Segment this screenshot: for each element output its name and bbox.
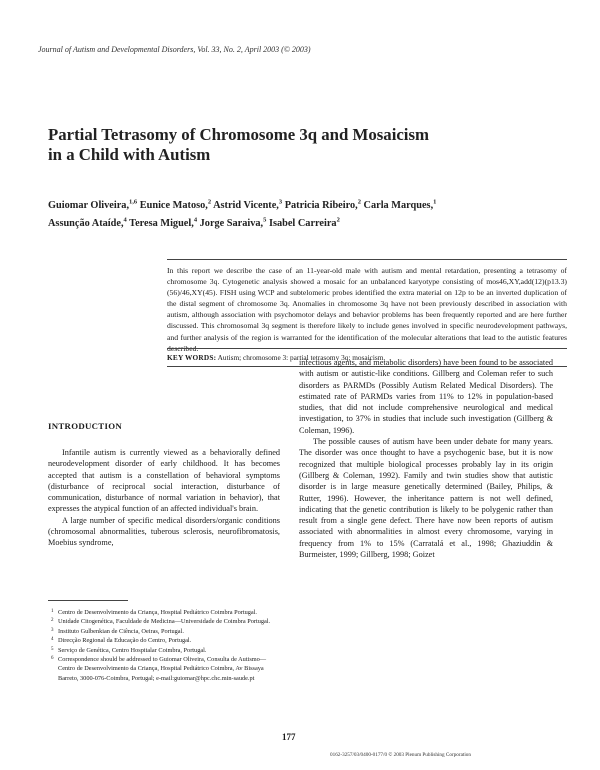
footnote-text: Direcção Regional da Educação do Centro, Portugal.: [58, 637, 192, 645]
author-affiliation-number: 1: [433, 199, 437, 206]
abstract-top-rule: [167, 259, 567, 260]
footnote: [48, 617, 280, 626]
article-title: [48, 125, 568, 165]
author-affiliation-number: 1,6: [129, 199, 138, 206]
author-affiliation-number: 4: [193, 216, 198, 224]
abstract: In this report we describe the case of an 11-year-old male with autism and mental retardation, presenting a tetrasomy of chromosome 3q. Cytogenetic analysis showed a mosaic for an unbalanced karyotype consisting of mos46,XY,add(12)(p13.3)(56)/46,XY(45). FISH using WCP and subtelomeric probes identified the extra material on 12p to be an inverted duplication of the distal segment of chromosome 3q. Anomalies in chromosome 3q have not been previously described in association with autism, although association with psychomotor delays and behavior problems has been frequently reported and are here further discussed. This chromosomal 3q segment is therefore likely to include genes involved in specific neurodevelopment pathways, and further analysis of the region is warranted for the identification of the molecular alterations that lead to the autistic features described.: [167, 266, 567, 353]
author-affiliation-number: 2: [357, 199, 361, 206]
journal-header: Journal of Autism and Developmental Disorders, Vol. 33, No. 2, April 2003 (© 2003): [38, 45, 311, 54]
keywords-text: Autism; chromosome 3: partial tetrasomy 3q; mosaicism.: [217, 353, 386, 362]
author-name: Carla Marques,: [363, 200, 434, 212]
footnote-number: 5: [51, 646, 54, 652]
author-affiliation-number: 2: [336, 216, 340, 224]
page-number: 177: [282, 732, 296, 742]
paragraph-right-1: infectious agents, and metabolic disorders) have been found to be associated with autism or autistic-like conditions. Gillberg and Coleman refer to such disorders as PARMDs (Possibly Autism Related Medical Disorders). The estimated rate of PARMDs varies from 11% to 12% in population-based studies, that did not include comprehensive neurological and medical investigation, to 37% in studies that include such investigation (Gillberg & Coleman, 1996).: [299, 358, 553, 435]
footnote-text: Centro de Desenvolvimento da Criança, Hospital Pediátrico Coimbra Portugal.: [58, 609, 258, 616]
abstract-middle-rule: [167, 348, 567, 349]
author-name: Eunice Matoso,: [139, 200, 208, 212]
footnote-number: 1: [51, 609, 54, 614]
footnote: [48, 655, 280, 683]
author-affiliation-number: 4: [123, 216, 127, 224]
title-line-2: in a Child with Autism: [48, 145, 211, 164]
author-name: Astrid Vicente,: [213, 200, 279, 212]
author-affiliation-number: 2: [207, 199, 212, 206]
footnote-text: Serviço de Genética, Centro Hospitalar Coimbra, Portugal.: [58, 646, 207, 654]
author-name: Teresa Miguel,: [129, 217, 194, 229]
author: [48, 200, 137, 211]
footnote: [48, 627, 280, 636]
paragraph-right-2: The possible causes of autism have been under debate for many years. The disorder was once thought to have a psychogenic base, but it is now recognized that multiple biological processes probably lay in its origin (Gillberg & Coleman, 1992). Family and twin studies show that autistic disorder is in large measure genetically determined (Bailey, Philips, & Rutter, 1996). However, the inheritance pattern is not well defined, indicating that the genetic contribution is likely to be polygenic rather than result from a single gene defect. There have now been reports of autism associated with abnormalities in almost every chromosome, varying in frequency from 1% to 15% (Carratalá et al., 1998; Ghaziuddin & Burmeister, 1999; Gillberg, 1998; Goizet: [299, 437, 553, 560]
footnote-number: 2: [51, 618, 54, 624]
paragraph-left-1: Infantile autism is currently viewed as a behaviorally defined neurodevelopment disorder of early childhood. It has becomes accepted that autism is a constellation of behavioral symptoms (disturbance of reciprocal social interaction, disturbance of communication, disturbance of normal variation in behavior), that expresses the atypical function of an affected individual's brain.: [48, 448, 280, 514]
author: [48, 218, 127, 229]
author-affiliation-number: 5: [263, 216, 267, 224]
footnote-text: Instituto Gulbenkian de Ciência, Oeiras, Portugal.: [58, 627, 184, 635]
footnote-number: 6: [51, 656, 54, 662]
footnote: [48, 636, 280, 645]
footnote: [48, 646, 280, 655]
section-heading-introduction: INTRODUCTION: [48, 421, 122, 431]
body-column-right: [299, 357, 553, 560]
author-name: Isabel Carreira: [268, 217, 337, 229]
author: [269, 218, 340, 229]
footnotes: [48, 608, 280, 683]
author: [140, 200, 211, 211]
footnote-text: Correspondence should be addressed to Guiomar Oliveira, Consulta de Autismo—Centro de Desenvolvimento da Criança, Hospital Pediátrico Coimbra, Av Bissaya Barreto, 3000-076-Coimbra, Portugal; e-mail:guiomar@hpc.chc.min-saude.pt: [58, 656, 267, 682]
paragraph-left-2: A large number of specific medical disorders/organic conditions (chromosomal abnormalities, tuberous sclerosis, neurofibromatosis, Moebius syndrome,: [48, 515, 280, 548]
author: [213, 200, 282, 211]
author: [200, 218, 267, 229]
author: [129, 218, 197, 229]
footnote: [48, 608, 280, 617]
publisher-line: 0162-3257/03/0400-0177/0 © 2003 Plenum Publishing Corporation: [330, 752, 471, 758]
body-column-left: [48, 447, 280, 549]
author-affiliation-number: 3: [278, 199, 283, 206]
title-line-1: Partial Tetrasomy of Chromosome 3q and Mosaicism: [48, 125, 429, 144]
author-name: Guiomar Oliveira,: [48, 200, 130, 212]
author-name: Jorge Saraiva,: [199, 217, 264, 229]
footnote-number: 3: [51, 627, 54, 633]
footnote-number: 4: [51, 637, 54, 643]
footnote-text: Unidade Citogenética, Faculdade de Medicina—Universidade de Coimbra Portugal.: [58, 618, 271, 626]
author-name: Patricia Ribeiro,: [284, 200, 358, 212]
author-list: [48, 196, 568, 231]
author: [364, 200, 437, 211]
keywords-label: KEY WORDS:: [167, 353, 217, 362]
author-name: Assunção Ataíde,: [48, 217, 124, 229]
author: [285, 200, 361, 211]
footnote-rule: [48, 600, 128, 601]
